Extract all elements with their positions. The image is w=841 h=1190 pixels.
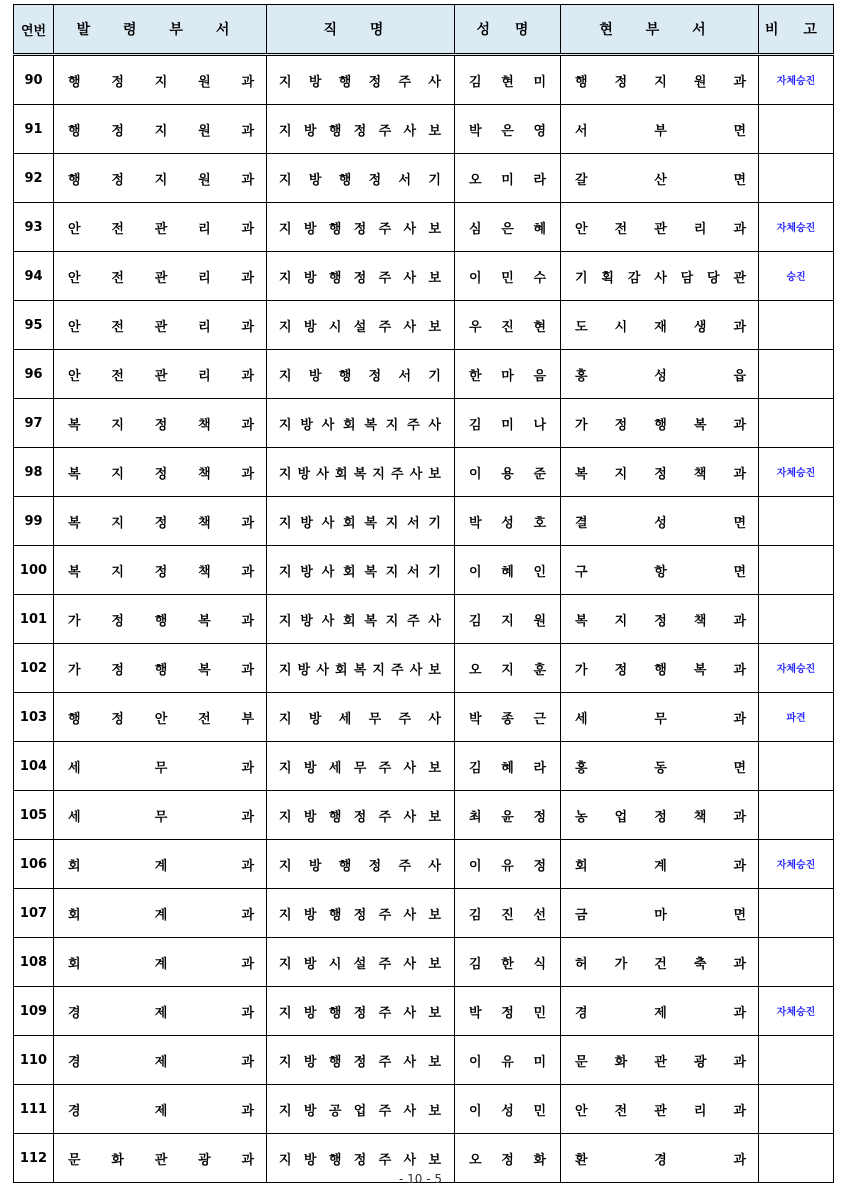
cell-no-text: 94 [24, 268, 43, 284]
table-row [14, 644, 834, 693]
cell-name-text: 김 혜 라 [469, 760, 546, 776]
cell-note [759, 399, 834, 448]
cell-title-text: 지 방 행 정 주 사 보 [279, 123, 441, 139]
cell-no-text: 92 [24, 170, 43, 186]
table-row [14, 840, 834, 889]
cell-title-text: 지 방 행 정 주 사 [279, 74, 441, 90]
cell-title [267, 55, 455, 105]
cell-cur-text: 서 부 면 [575, 123, 746, 139]
cell-title [267, 840, 455, 889]
cell-note-text: 파견 [786, 713, 806, 724]
cell-org [54, 595, 267, 644]
header-cur [561, 5, 759, 55]
cell-org [54, 448, 267, 497]
cell-name [455, 203, 561, 252]
cell-org [54, 1085, 267, 1134]
cell-note [759, 644, 834, 693]
cell-name [455, 448, 561, 497]
table-row [14, 889, 834, 938]
cell-no-text: 91 [24, 121, 43, 137]
cell-name [455, 399, 561, 448]
cell-note-text: 자체승진 [776, 468, 816, 479]
cell-no [14, 252, 54, 301]
cell-note-text: 자체승진 [776, 664, 816, 675]
cell-name-text: 이 유 정 [469, 858, 546, 874]
cell-no-text: 102 [19, 660, 48, 676]
cell-no-text: 110 [19, 1052, 48, 1068]
table-row [14, 154, 834, 203]
cell-no [14, 889, 54, 938]
cell-name-text: 김 미 나 [469, 417, 546, 433]
cell-no-text: 112 [19, 1150, 48, 1166]
cell-name-text: 우 진 현 [469, 319, 546, 335]
cell-name [455, 889, 561, 938]
table-row [14, 938, 834, 987]
cell-cur [561, 497, 759, 546]
cell-org-text: 안 전 관 리 과 [68, 270, 254, 286]
cell-title [267, 546, 455, 595]
cell-no-text: 90 [24, 72, 43, 88]
cell-no [14, 791, 54, 840]
cell-note [759, 1036, 834, 1085]
cell-no [14, 448, 54, 497]
cell-name-text: 이 용 준 [469, 466, 546, 482]
cell-title-text: 지 방 시 설 주 사 보 [279, 956, 441, 972]
cell-org [54, 1036, 267, 1085]
cell-cur-text: 회 계 과 [575, 858, 746, 874]
cell-name-text: 한 마 음 [469, 368, 546, 384]
cell-cur [561, 889, 759, 938]
cell-cur-text: 세 무 과 [575, 711, 746, 727]
cell-title-text: 지 방 사 회 복 지 주 사 보 [279, 466, 441, 482]
cell-cur [561, 546, 759, 595]
cell-cur-text: 문 화 관 광 과 [575, 1054, 746, 1070]
cell-note [759, 938, 834, 987]
cell-no-text: 103 [19, 709, 48, 725]
table-body [14, 55, 834, 1183]
cell-cur [561, 252, 759, 301]
cell-note-text: 자체승진 [776, 1007, 816, 1018]
cell-org-text: 문 화 관 광 과 [68, 1152, 254, 1168]
cell-cur-text: 가 정 행 복 과 [575, 662, 746, 678]
cell-cur-text: 허 가 건 축 과 [575, 956, 746, 972]
cell-title-text: 지 방 사 회 복 지 주 사 [279, 613, 441, 629]
cell-name-text: 심 은 혜 [469, 221, 546, 237]
cell-note [759, 595, 834, 644]
cell-cur-text: 경 제 과 [575, 1005, 746, 1021]
header-title-label: 직 명 [323, 22, 398, 38]
cell-note-text: 자체승진 [776, 76, 816, 87]
cell-no [14, 840, 54, 889]
cell-org-text: 안 전 관 리 과 [68, 221, 254, 237]
cell-title-text: 지 방 행 정 주 사 보 [279, 270, 441, 286]
cell-cur [561, 350, 759, 399]
cell-title-text: 지 방 행 정 주 사 [279, 858, 441, 874]
cell-no [14, 938, 54, 987]
cell-name [455, 938, 561, 987]
cell-org [54, 399, 267, 448]
cell-cur-text: 도 시 재 생 과 [575, 319, 746, 335]
cell-no-text: 96 [24, 366, 43, 382]
cell-title-text: 지 방 행 정 주 사 보 [279, 907, 441, 923]
cell-title-text: 지 방 행 정 서 기 [279, 368, 441, 384]
cell-org [54, 252, 267, 301]
cell-name-text: 오 미 라 [469, 172, 546, 188]
cell-cur-text: 가 정 행 복 과 [575, 417, 746, 433]
cell-cur [561, 154, 759, 203]
cell-org [54, 840, 267, 889]
table-row [14, 742, 834, 791]
cell-name-text: 박 은 영 [469, 123, 546, 139]
cell-org-text: 복 지 정 책 과 [68, 564, 254, 580]
cell-no-text: 104 [19, 758, 48, 774]
cell-org [54, 644, 267, 693]
cell-org-text: 복 지 정 책 과 [68, 466, 254, 482]
cell-no-text: 107 [19, 905, 48, 921]
cell-cur-text: 홍 성 읍 [575, 368, 746, 384]
cell-cur-text: 갈 산 면 [575, 172, 746, 188]
cell-cur [561, 1036, 759, 1085]
cell-org-text: 행 정 지 원 과 [68, 74, 254, 90]
cell-name [455, 497, 561, 546]
header-org [54, 5, 267, 55]
cell-name [455, 350, 561, 399]
cell-name-text: 김 진 선 [469, 907, 546, 923]
table-row [14, 1085, 834, 1134]
cell-title-text: 지 방 사 회 복 지 서 기 [279, 564, 441, 580]
table-row [14, 791, 834, 840]
cell-title [267, 987, 455, 1036]
personnel-table [13, 4, 834, 1183]
cell-title-text: 지 방 공 업 주 사 보 [279, 1103, 441, 1119]
cell-cur-text: 안 전 관 리 과 [575, 221, 746, 237]
cell-cur-text: 구 항 면 [575, 564, 746, 580]
cell-cur [561, 987, 759, 1036]
cell-title [267, 203, 455, 252]
cell-title [267, 301, 455, 350]
cell-no-text: 101 [19, 611, 48, 627]
cell-title [267, 448, 455, 497]
table-row [14, 693, 834, 742]
cell-name-text: 최 윤 정 [469, 809, 546, 825]
cell-name [455, 546, 561, 595]
cell-name-text: 오 정 화 [469, 1152, 546, 1168]
cell-title-text: 지 방 사 회 복 지 서 기 [279, 515, 441, 531]
cell-name-text: 김 지 원 [469, 613, 546, 629]
cell-cur [561, 1085, 759, 1134]
cell-title [267, 1036, 455, 1085]
cell-cur [561, 448, 759, 497]
cell-cur [561, 55, 759, 105]
cell-note-text: 자체승진 [776, 860, 816, 871]
cell-note [759, 154, 834, 203]
cell-no-text: 98 [24, 464, 43, 480]
cell-no [14, 399, 54, 448]
cell-note [759, 1085, 834, 1134]
table-row [14, 448, 834, 497]
cell-name [455, 252, 561, 301]
cell-title-text: 지 방 사 회 복 지 주 사 [279, 417, 441, 433]
cell-name [455, 595, 561, 644]
table-row [14, 595, 834, 644]
cell-org-text: 행 정 안 전 부 [68, 711, 254, 727]
cell-note [759, 840, 834, 889]
cell-no-text: 111 [19, 1101, 48, 1117]
cell-no [14, 154, 54, 203]
cell-name [455, 1085, 561, 1134]
cell-title [267, 595, 455, 644]
cell-name [455, 644, 561, 693]
table-row [14, 546, 834, 595]
cell-no-text: 95 [24, 317, 43, 333]
cell-cur [561, 399, 759, 448]
cell-org-text: 회 계 과 [68, 956, 254, 972]
cell-no [14, 1085, 54, 1134]
table-row [14, 350, 834, 399]
cell-title [267, 497, 455, 546]
cell-org-text: 경 제 과 [68, 1103, 254, 1119]
cell-note-text: 자체승진 [776, 223, 816, 234]
cell-title [267, 105, 455, 154]
cell-title [267, 742, 455, 791]
cell-org [54, 154, 267, 203]
cell-title [267, 791, 455, 840]
cell-name [455, 1036, 561, 1085]
cell-name [455, 105, 561, 154]
cell-org-text: 가 정 행 복 과 [68, 613, 254, 629]
cell-no-text: 97 [24, 415, 43, 431]
cell-no-text: 105 [19, 807, 48, 823]
table-row [14, 55, 834, 105]
cell-org-text: 경 제 과 [68, 1005, 254, 1021]
cell-name [455, 301, 561, 350]
cell-name-text: 박 종 근 [469, 711, 546, 727]
cell-cur [561, 791, 759, 840]
cell-org-text: 세 무 과 [68, 809, 254, 825]
cell-cur-text: 행 정 지 원 과 [575, 74, 746, 90]
cell-note [759, 448, 834, 497]
cell-name-text: 박 성 호 [469, 515, 546, 531]
cell-org [54, 742, 267, 791]
cell-note [759, 742, 834, 791]
cell-note [759, 889, 834, 938]
cell-org-text: 안 전 관 리 과 [68, 319, 254, 335]
cell-name-text: 이 성 민 [469, 1103, 546, 1119]
cell-title [267, 889, 455, 938]
cell-org-text: 세 무 과 [68, 760, 254, 776]
cell-cur-text: 홍 동 면 [575, 760, 746, 776]
cell-note [759, 791, 834, 840]
header-cur-label: 현 부 서 [599, 22, 720, 38]
header-row [14, 5, 834, 55]
cell-org [54, 55, 267, 105]
cell-org [54, 301, 267, 350]
cell-note [759, 105, 834, 154]
cell-org [54, 987, 267, 1036]
table-row [14, 105, 834, 154]
cell-no-text: 109 [19, 1003, 48, 1019]
cell-org-text: 안 전 관 리 과 [68, 368, 254, 384]
cell-note [759, 693, 834, 742]
cell-cur [561, 105, 759, 154]
cell-cur [561, 203, 759, 252]
table-row [14, 497, 834, 546]
cell-cur [561, 595, 759, 644]
cell-org [54, 497, 267, 546]
header-name [455, 5, 561, 55]
cell-title [267, 1085, 455, 1134]
cell-no [14, 55, 54, 105]
cell-org [54, 350, 267, 399]
cell-name [455, 154, 561, 203]
cell-name-text: 박 정 민 [469, 1005, 546, 1021]
cell-cur-text: 환 경 과 [575, 1152, 746, 1168]
cell-title-text: 지 방 사 회 복 지 주 사 보 [279, 662, 441, 678]
header-title [267, 5, 455, 55]
cell-title-text: 지 방 행 정 주 사 보 [279, 809, 441, 825]
cell-note [759, 497, 834, 546]
cell-org [54, 938, 267, 987]
cell-cur-text: 복 지 정 책 과 [575, 613, 746, 629]
cell-no-text: 108 [19, 954, 48, 970]
cell-title [267, 938, 455, 987]
cell-org-text: 복 지 정 책 과 [68, 515, 254, 531]
cell-org [54, 693, 267, 742]
cell-cur [561, 938, 759, 987]
cell-org-text: 가 정 행 복 과 [68, 662, 254, 678]
cell-title-text: 지 방 행 정 주 사 보 [279, 1054, 441, 1070]
cell-no [14, 987, 54, 1036]
cell-cur [561, 301, 759, 350]
header-note [759, 5, 834, 55]
cell-cur [561, 840, 759, 889]
cell-name-text: 이 유 미 [469, 1054, 546, 1070]
cell-name-text: 김 현 미 [469, 74, 546, 90]
cell-no [14, 595, 54, 644]
cell-org [54, 791, 267, 840]
cell-no [14, 497, 54, 546]
cell-note [759, 546, 834, 595]
cell-name [455, 840, 561, 889]
cell-no [14, 644, 54, 693]
cell-org-text: 행 정 지 원 과 [68, 172, 254, 188]
cell-cur-text: 안 전 관 리 과 [575, 1103, 746, 1119]
cell-no [14, 203, 54, 252]
cell-name [455, 987, 561, 1036]
table-row [14, 1036, 834, 1085]
cell-name [455, 742, 561, 791]
cell-cur-text: 복 지 정 책 과 [575, 466, 746, 482]
cell-title-text: 지 방 행 정 서 기 [279, 172, 441, 188]
cell-no [14, 546, 54, 595]
cell-no [14, 742, 54, 791]
cell-note [759, 987, 834, 1036]
cell-title [267, 350, 455, 399]
cell-note [759, 203, 834, 252]
cell-org [54, 546, 267, 595]
cell-name-text: 오 지 훈 [469, 662, 546, 678]
cell-no [14, 350, 54, 399]
table-row [14, 301, 834, 350]
header-org-label: 발 령 부 서 [76, 22, 244, 38]
cell-name-text: 이 혜 인 [469, 564, 546, 580]
cell-org [54, 105, 267, 154]
cell-org [54, 889, 267, 938]
cell-no [14, 693, 54, 742]
cell-no-text: 99 [24, 513, 43, 529]
cell-name [455, 791, 561, 840]
header-no: 연번 [14, 5, 54, 55]
cell-title-text: 지 방 행 정 주 사 보 [279, 1005, 441, 1021]
cell-org-text: 회 계 과 [68, 858, 254, 874]
cell-note [759, 252, 834, 301]
cell-title [267, 154, 455, 203]
cell-cur-text: 농 업 정 책 과 [575, 809, 746, 825]
cell-note-text: 승진 [786, 272, 806, 283]
cell-note [759, 301, 834, 350]
cell-name [455, 693, 561, 742]
cell-cur [561, 644, 759, 693]
cell-no-text: 93 [24, 219, 43, 235]
cell-name-text: 김 한 식 [469, 956, 546, 972]
cell-org-text: 경 제 과 [68, 1054, 254, 1070]
cell-name [455, 55, 561, 105]
cell-title-text: 지 방 세 무 주 사 [279, 711, 441, 727]
cell-org-text: 복 지 정 책 과 [68, 417, 254, 433]
cell-title-text: 지 방 행 정 주 사 보 [279, 221, 441, 237]
cell-no-text: 100 [19, 562, 48, 578]
cell-title [267, 399, 455, 448]
cell-cur [561, 742, 759, 791]
table-row [14, 203, 834, 252]
cell-cur [561, 693, 759, 742]
cell-org-text: 회 계 과 [68, 907, 254, 923]
cell-title-text: 지 방 행 정 주 사 보 [279, 1152, 441, 1168]
cell-note [759, 55, 834, 105]
cell-note [759, 350, 834, 399]
header-note-label: 비 고 [765, 22, 827, 38]
cell-title-text: 지 방 시 설 주 사 보 [279, 319, 441, 335]
page-number: - 10 - 5 [398, 1172, 442, 1186]
cell-no [14, 301, 54, 350]
cell-cur-text: 결 성 면 [575, 515, 746, 531]
cell-no [14, 1036, 54, 1085]
cell-title [267, 644, 455, 693]
cell-name-text: 이 민 수 [469, 270, 546, 286]
cell-org [54, 203, 267, 252]
cell-title [267, 693, 455, 742]
table-row [14, 399, 834, 448]
header-name-label: 성 명 [476, 22, 539, 38]
cell-cur-text: 금 마 면 [575, 907, 746, 923]
table-row [14, 987, 834, 1036]
cell-title-text: 지 방 세 무 주 사 보 [279, 760, 441, 776]
cell-title [267, 252, 455, 301]
cell-no-text: 106 [19, 856, 48, 872]
cell-org-text: 행 정 지 원 과 [68, 123, 254, 139]
cell-cur-text: 기 획 감 사 담 당 관 [575, 270, 746, 286]
table-row [14, 252, 834, 301]
cell-no [14, 105, 54, 154]
